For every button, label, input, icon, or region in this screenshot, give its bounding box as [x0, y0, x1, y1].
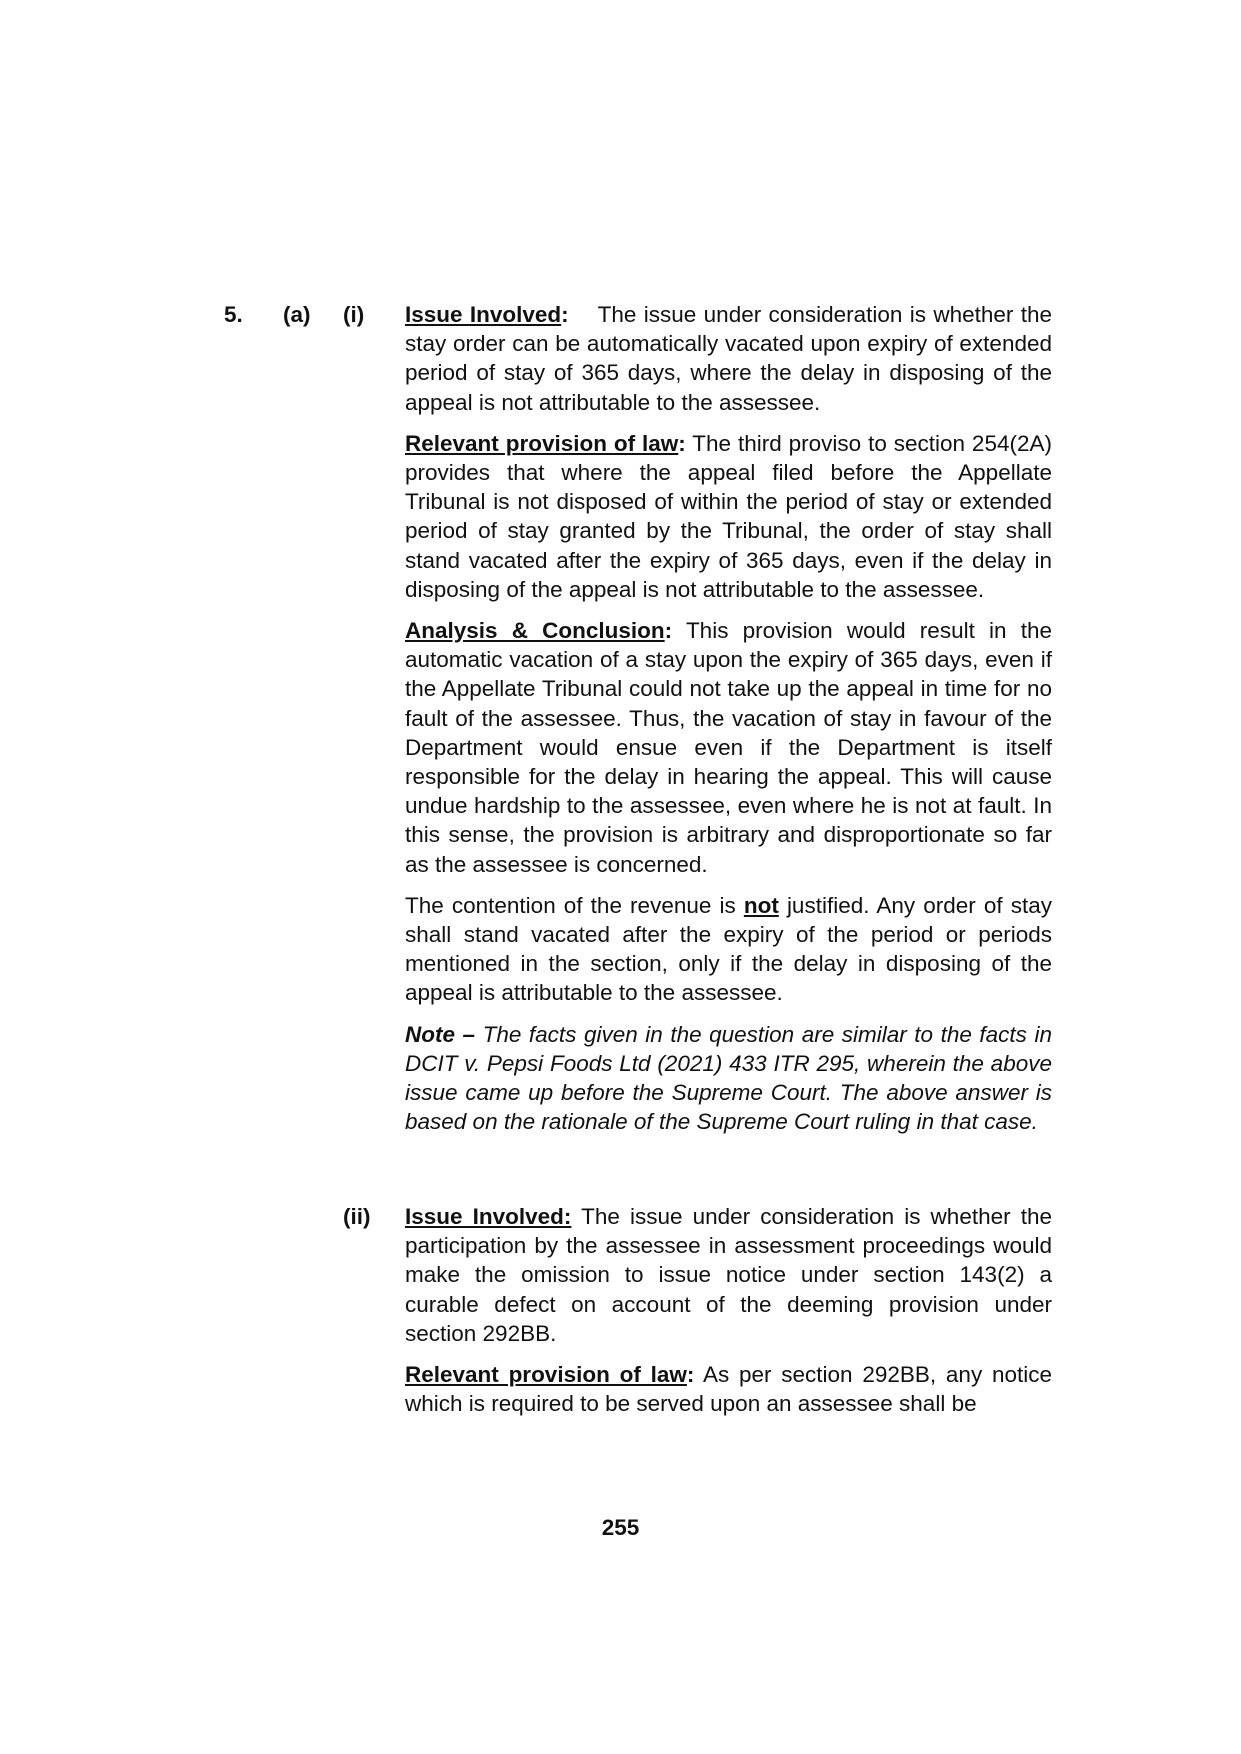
provision-paragraph [405, 429, 1052, 604]
part-ii-content [405, 1202, 1052, 1418]
provision-colon: : [678, 430, 686, 456]
page-number: 255 [601, 1515, 640, 1540]
question-number: 5. [224, 302, 243, 327]
part-i-content [405, 300, 1052, 1136]
issue-text: The issue under consideration is whether the stay order can be automatically vacated upon expiry of extended period of stay of 365 days, where the delay in disposing of the appeal is not attributable to the assessee. [405, 302, 1053, 415]
contention-emphasis: not [743, 892, 779, 918]
issue-ii-paragraph [405, 1202, 1052, 1348]
sub-part-ii-label: (ii) [343, 1204, 371, 1229]
note-paragraph [405, 1020, 1052, 1137]
analysis-text: This provision would result in the automatic vacation of a stay upon the expiry of 365 days, even if the Appellate Tribunal could not take up the appeal in time for no fault of the assessee. Thus, the vacation of stay in favour of the Department would ensue even if the Department is itself responsible for the delay in hearing the appeal. This will cause undue hardship to the assessee, even where he is not at fault. In this sense, the provision is arbitrary and disproportionate so far as the assessee is concerned. [405, 618, 1052, 877]
part-label: (a) [283, 302, 311, 327]
analysis-paragraph [405, 616, 1052, 879]
note-text: The facts given in the question are similar to the facts in DCIT v. Pepsi Foods Ltd (2021) 433 ITR 295, wherein the above issue came up before the Supreme Court. The above answer is based on the rationale of the Supreme Court ruling in that case. [405, 1021, 1052, 1135]
contention-paragraph [405, 891, 1052, 1008]
provision-ii-colon: : [686, 1362, 695, 1388]
issue-ii-heading: Issue Involved: [405, 1204, 572, 1229]
provision-heading: Relevant provision of law [405, 430, 679, 456]
issue-colon: : [561, 302, 569, 327]
provision-text: The third proviso to section 254(2A) provides that where the appeal filed before the Appellate Tribunal is not disposed of within the period of stay or extended period of stay granted by the Tribunal, the order of stay shall stand vacated after the expiry of 365 days, even if the delay in disposing of the appeal is not attributable to the assessee. [405, 430, 1052, 602]
provision-ii-text: As per section 292BB, any notice which is required to be served upon an assessee shall be [405, 1362, 1053, 1417]
issue-ii-text: The issue under consideration is whether the participation by the assessee in assessment proceedings would make the omission to issue notice under section 143(2) a curable defect on account of the deeming provision under section 292BB. [405, 1204, 1052, 1346]
analysis-heading: Analysis & Conclusion [405, 618, 665, 644]
sub-part-i-label: (i) [343, 302, 365, 327]
provision-ii-paragraph [405, 1360, 1052, 1418]
issue-paragraph [405, 300, 1052, 417]
contention-after: justified. Any order of stay shall stand vacated after the expiry of the period or periods mentioned in the section, only if the delay in disposing of the appeal is attributable to the assessee. [405, 892, 1052, 1006]
provision-ii-heading: Relevant provision of law [405, 1362, 687, 1388]
note-label: Note – [405, 1021, 476, 1047]
analysis-colon: : [664, 618, 673, 644]
contention-before: The contention of the revenue is [405, 892, 736, 918]
issue-heading: Issue Involved [405, 302, 562, 327]
